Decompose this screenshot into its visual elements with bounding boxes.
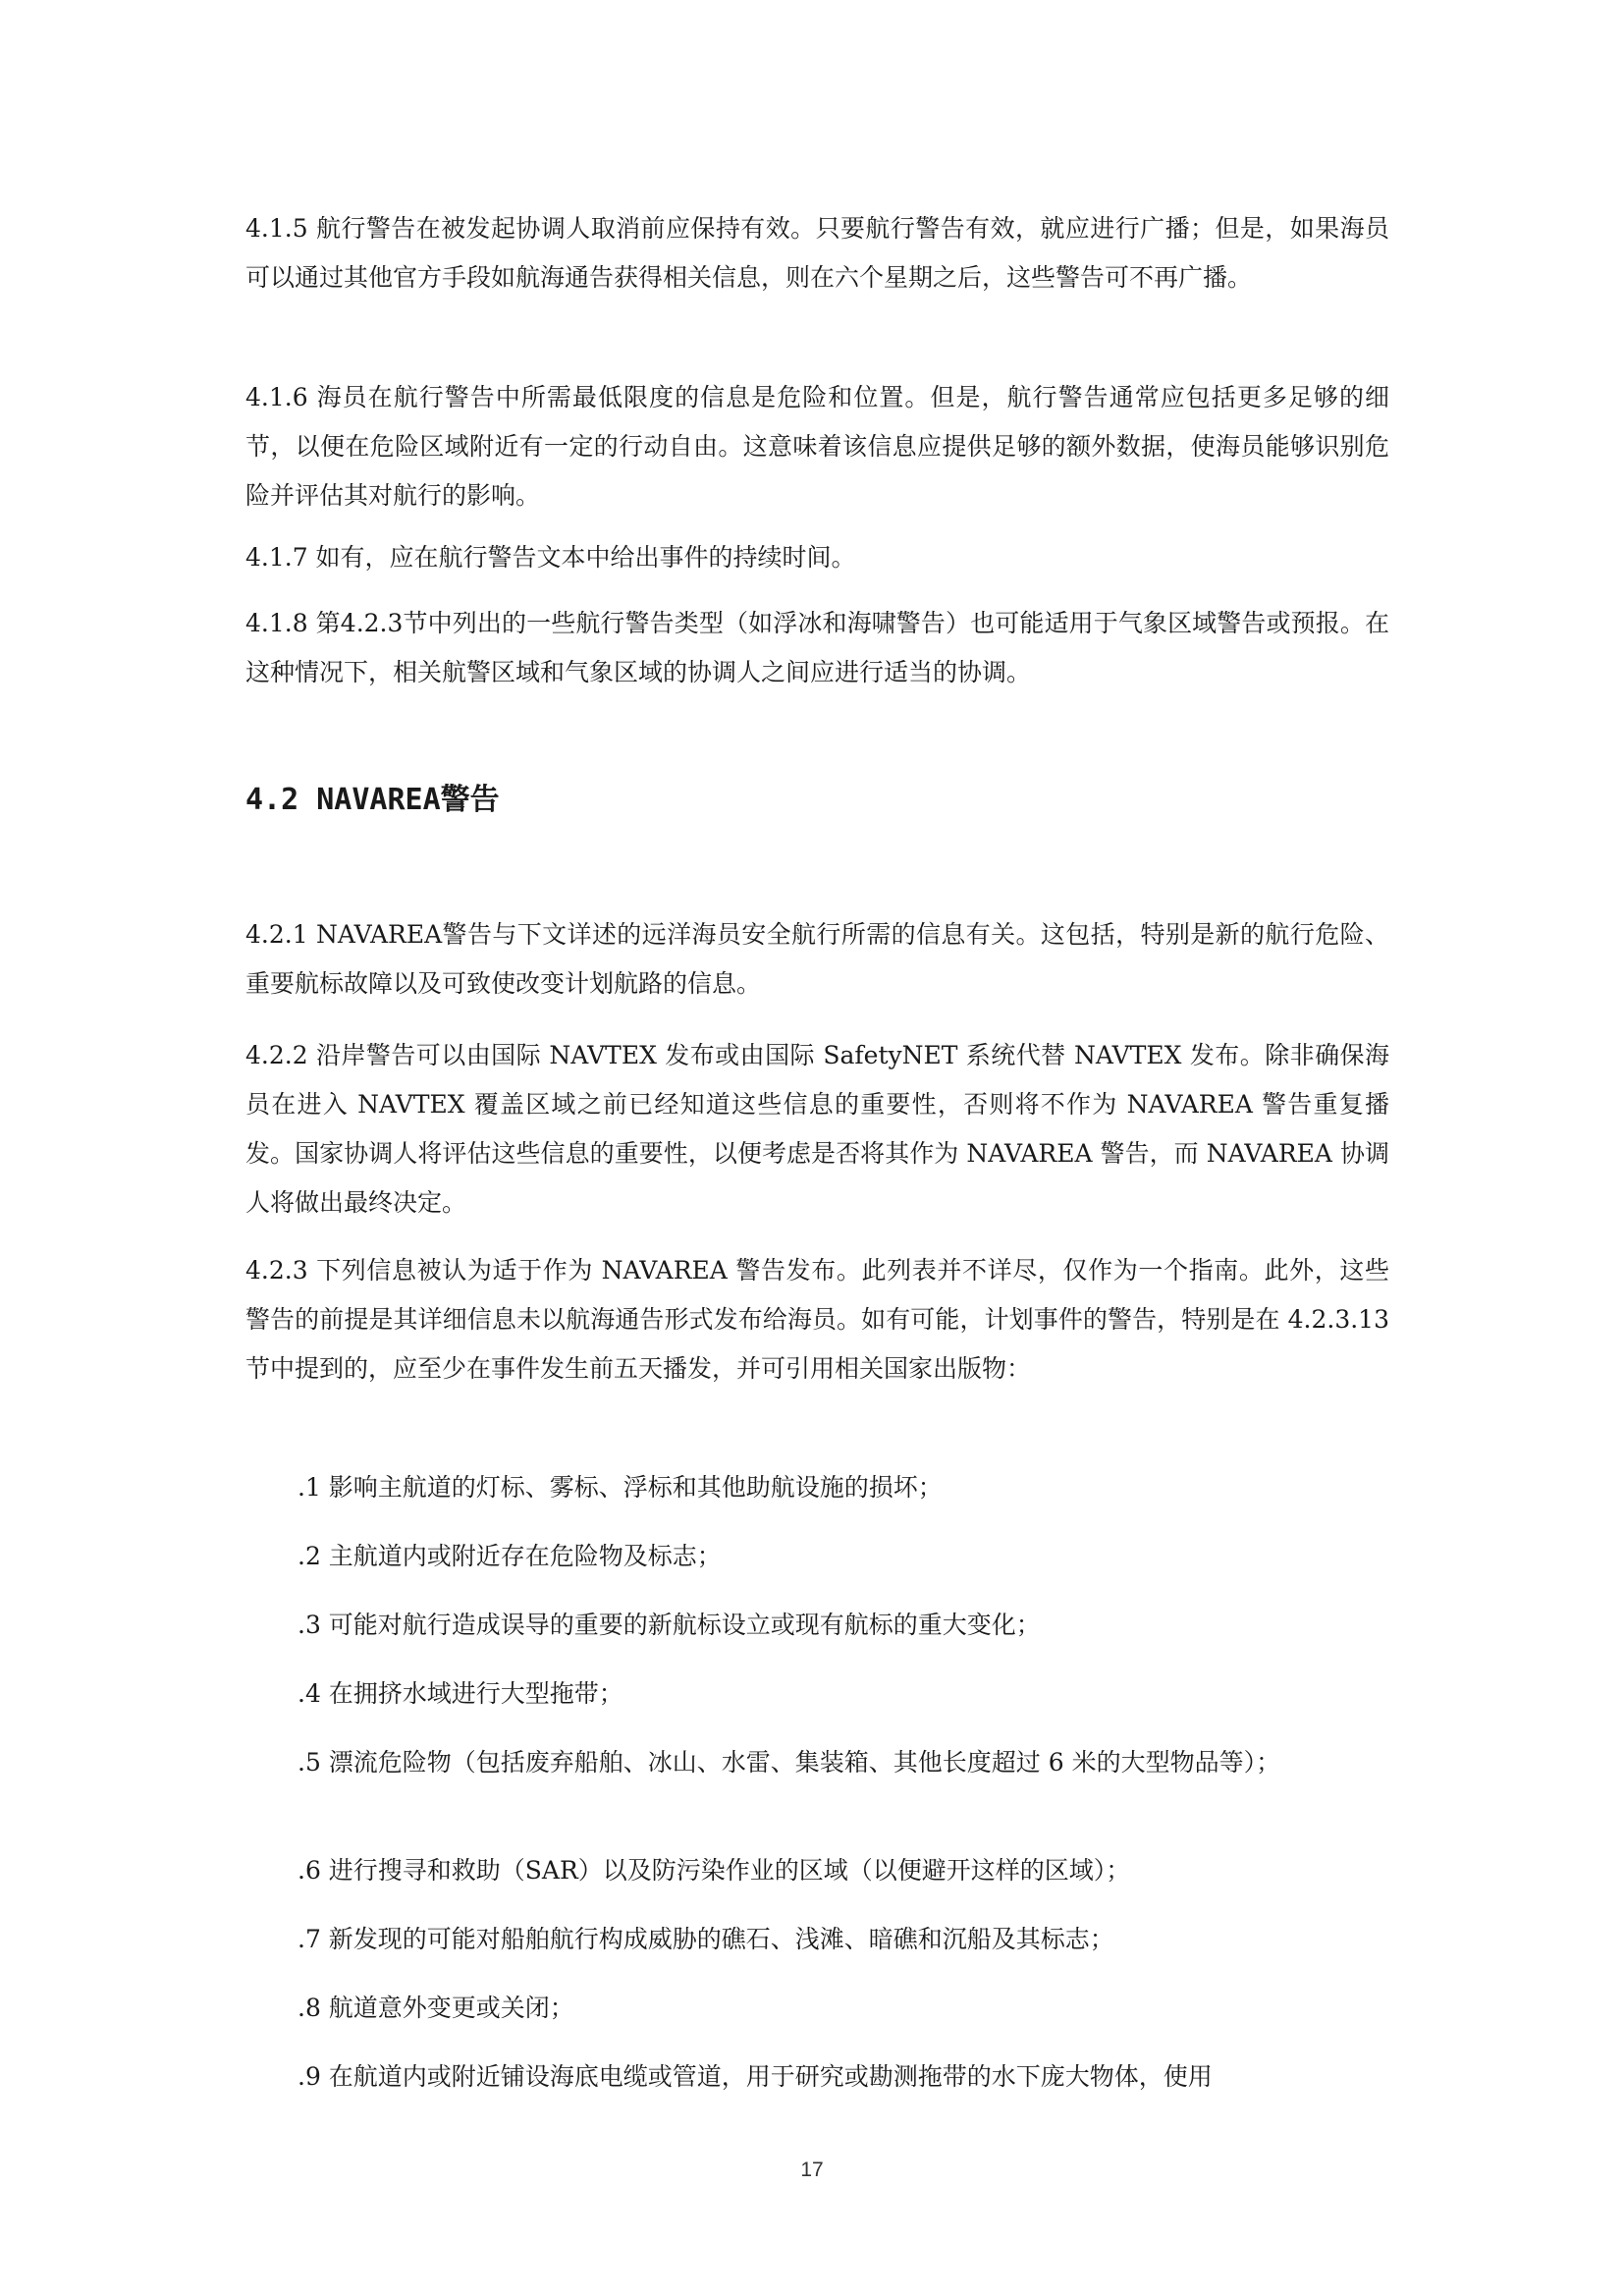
paragraph-4-1-7: 4.1.7 如有，应在航行警告文本中给出事件的持续时间。 [245, 543, 856, 572]
paragraph-4-1-8: 4.1.8 第4.2.3节中列出的一些航行警告类型（如浮冰和海啸警告）也可能适用于气象区域警告或预报。在这种情况下，相关航警区域和气象区域的协调人之间应进行适当的协调。 [245, 609, 1389, 686]
list-item-2: .2 主航道内或附近存在危险物及标志； [298, 1542, 722, 1570]
paragraph-4-1-6: 4.1.6 海员在航行警告中所需最低限度的信息是危险和位置。但是，航行警告通常应包括更多足够的细节，以便在危险区域附近有一定的行动自由。这意味着该信息应提供足够的额外数据，使海员能够识别危险并评估其对航行的影响。 [245, 383, 1389, 510]
list-item-4: .4 在拥挤水域进行大型拖带； [298, 1679, 623, 1708]
section-heading-4-2: 4.2 NAVAREA警告 [245, 783, 500, 817]
list-item-6: .6 进行搜寻和救助（SAR）以及防污染作业的区域（以便避开这样的区域）； [298, 1856, 1131, 1885]
list-item-1: .1 影响主航道的灯标、雾标、浮标和其他助航设施的损坏； [298, 1473, 943, 1502]
page-number: 17 [800, 2159, 824, 2181]
paragraph-4-1-5: 4.1.5 航行警告在被发起协调人取消前应保持有效。只要航行警告有效，就应进行广播；但是，如果海员可以通过其他官方手段如航海通告获得相关信息，则在六个星期之后，这些警告可不再广播。 [245, 214, 1389, 292]
paragraph-4-2-2: 4.2.2 沿岸警告可以由国际 NAVTEX 发布或由国际 SafetyNET 系统代替 NAVTEX 发布。除非确保海员在进入 NAVTEX 覆盖区域之前已经知道这些信息的重要性，否则将不作为 NAVAREA 警告重复播发。国家协调人将评估这些信息的重要性，以便考虑是否将其作为 NAVAREA 警告，而 NAVAREA 协调人将做出最终决定。 [245, 1041, 1389, 1217]
paragraph-4-2-3: 4.2.3 下列信息被认为适于作为 NAVAREA 警告发布。此列表并不详尽，仅作为一个指南。此外，这些警告的前提是其详细信息未以航海通告形式发布给海员。如有可能，计划事件的警告，特别是在 4.2.3.13 节中提到的，应至少在事件发生前五天播发，并可引用相关国家出版物： [245, 1256, 1389, 1383]
paragraph-4-2-1: 4.2.1 NAVAREA警告与下文详述的远洋海员安全航行所需的信息有关。这包括，特别是新的航行危险、重要航标故障以及可致使改变计划航路的信息。 [245, 920, 1389, 998]
list-item-3: .3 可能对航行造成误导的重要的新航标设立或现有航标的重大变化； [298, 1611, 1041, 1639]
list-item-7: .7 新发现的可能对船舶航行构成威胁的礁石、浅滩、暗礁和沉船及其标志； [298, 1925, 1114, 1953]
list-item-5: .5 漂流危险物（包括废弃船舶、冰山、水雷、集装箱、其他长度超过 6 米的大型物品等）； [298, 1748, 1281, 1777]
list-item-8: .8 航道意外变更或关闭； [298, 1994, 574, 2022]
list-item-9: .9 在航道内或附近铺设海底电缆或管道，用于研究或勘测拖带的水下庞大物体，使用 [298, 2062, 1213, 2091]
